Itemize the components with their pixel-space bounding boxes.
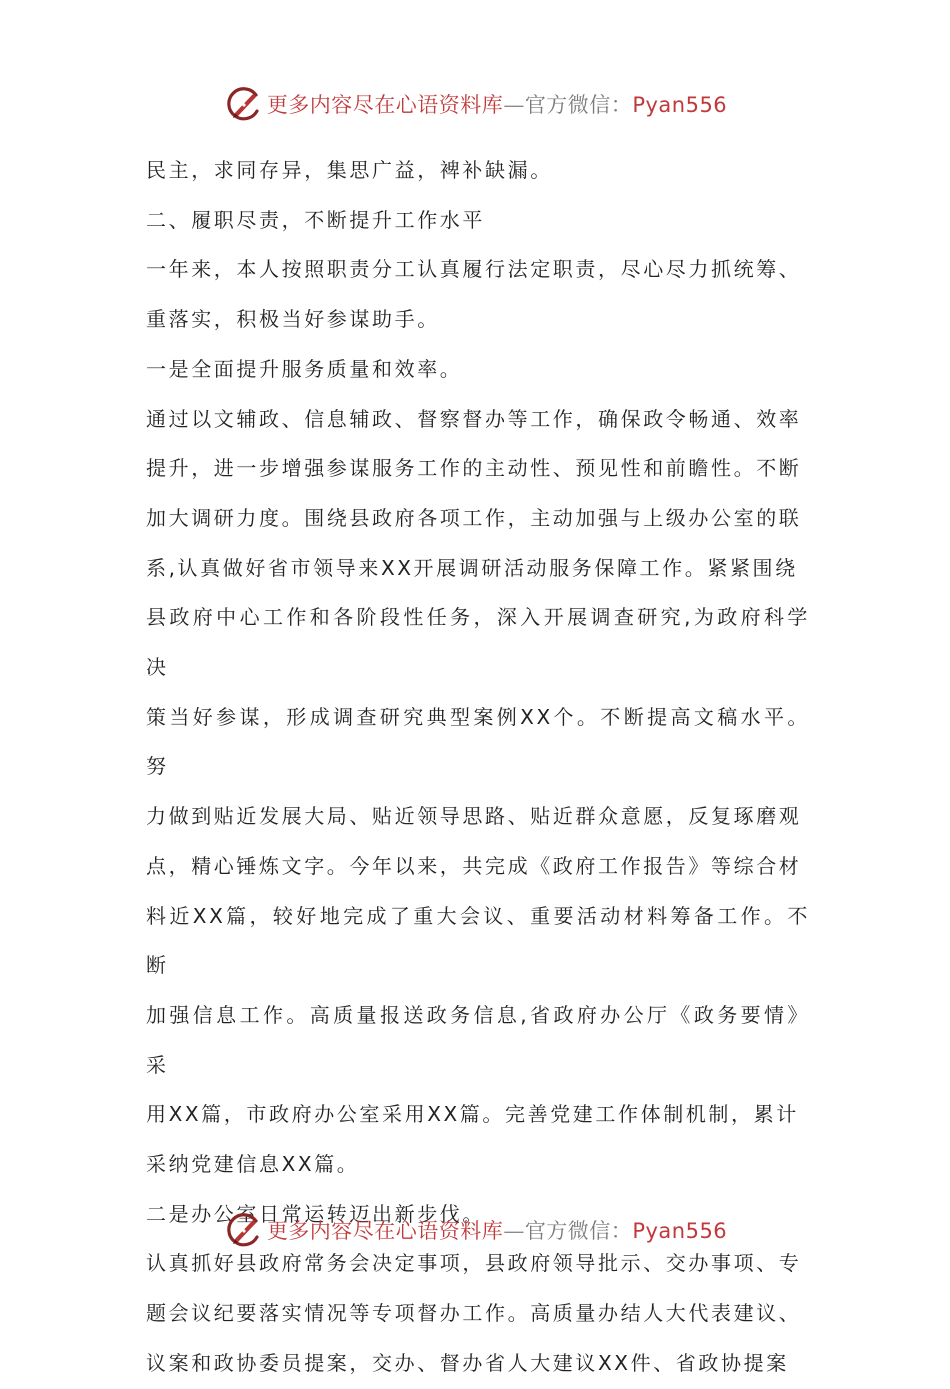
body-line: 通过以文辅政、信息辅政、督察督办等工作，确保政令畅通、效率: [146, 406, 802, 431]
subsection-heading: 一是全面提升服务质量和效率。: [146, 356, 463, 381]
body-line: 系,认真做好省市领导来XX开展调研活动服务保障工作。紧紧围绕: [146, 555, 798, 580]
footer-dash: —: [503, 1219, 525, 1243]
document-body: [146, 146, 810, 1389]
section-heading: 二、履职尽责，不断提升工作水平: [146, 207, 485, 232]
body-line: 加强信息工作。高质量报送政务信息,省政府办公厅《政务要情》采: [146, 1002, 810, 1077]
footer-watermark-banner: [0, 1208, 950, 1252]
footer-library-text: 更多内容尽在心语资料库: [266, 1219, 504, 1243]
pen-nib-circle-logo-icon: [223, 1210, 263, 1250]
subsection-heading: 二是办公室日常运转迈出新步伐。: [146, 1201, 485, 1226]
body-line: 重落实，积极当好参谋助手。: [146, 307, 440, 332]
body-line: 用XX篇，市政府办公室采用XX篇。完善党建工作体制机制，累计: [146, 1102, 799, 1127]
footer-wechat-label: 官方微信：: [524, 1219, 633, 1243]
body-line: 点，精心锤炼文字。今年以来，共完成《政府工作报告》等综合材: [146, 853, 802, 878]
header-library-text: 更多内容尽在心语资料库: [266, 93, 504, 117]
body-line: 料近XX篇，较好地完成了重大会议、重要活动材料筹备工作。不断: [146, 903, 810, 978]
header-watermark-banner: [0, 82, 950, 126]
body-line: 认真抓好县政府常务会决定事项，县政府领导批示、交办事项、专: [146, 1251, 802, 1276]
footer-wechat-id: Pyan556: [632, 1219, 728, 1243]
body-line: 民主，求同存异，集思广益，裨补缺漏。: [146, 158, 553, 182]
header-dash: —: [503, 93, 525, 117]
footer-banner-text: [267, 1215, 727, 1245]
body-line: 策当好参谋，形成调查研究典型案例XX个。不断提高文稿水平。努: [146, 704, 810, 779]
body-line: 加大调研力度。围绕县政府各项工作，主动加强与上级办公室的联: [146, 505, 802, 530]
header-wechat-label: 官方微信：: [524, 93, 633, 117]
header-wechat-id: Pyan556: [632, 93, 728, 117]
body-line: 采纳党建信息XX篇。: [146, 1152, 360, 1177]
body-line: 题会议纪要落实情况等专项督办工作。高质量办结人大代表建议、: [146, 1301, 802, 1326]
header-banner-text: [267, 89, 727, 119]
body-line: 一年来，本人按照职责分工认真履行法定职责，尽心尽力抓统筹、: [146, 257, 802, 282]
body-line: 提升，进一步增强参谋服务工作的主动性、预见性和前瞻性。不断: [146, 456, 802, 481]
body-line: 议案和政协委员提案，交办、督办省人大建议XX件、省政协提案: [146, 1350, 789, 1375]
header-banner-inner: [223, 84, 727, 124]
footer-banner-inner: [223, 1210, 727, 1250]
body-line: 力做到贴近发展大局、贴近领导思路、贴近群众意愿，反复琢磨观: [146, 804, 802, 829]
pen-nib-circle-logo-icon: [223, 84, 263, 124]
body-line: 县政府中心工作和各阶段性任务，深入开展调查研究,为政府科学决: [146, 605, 810, 680]
